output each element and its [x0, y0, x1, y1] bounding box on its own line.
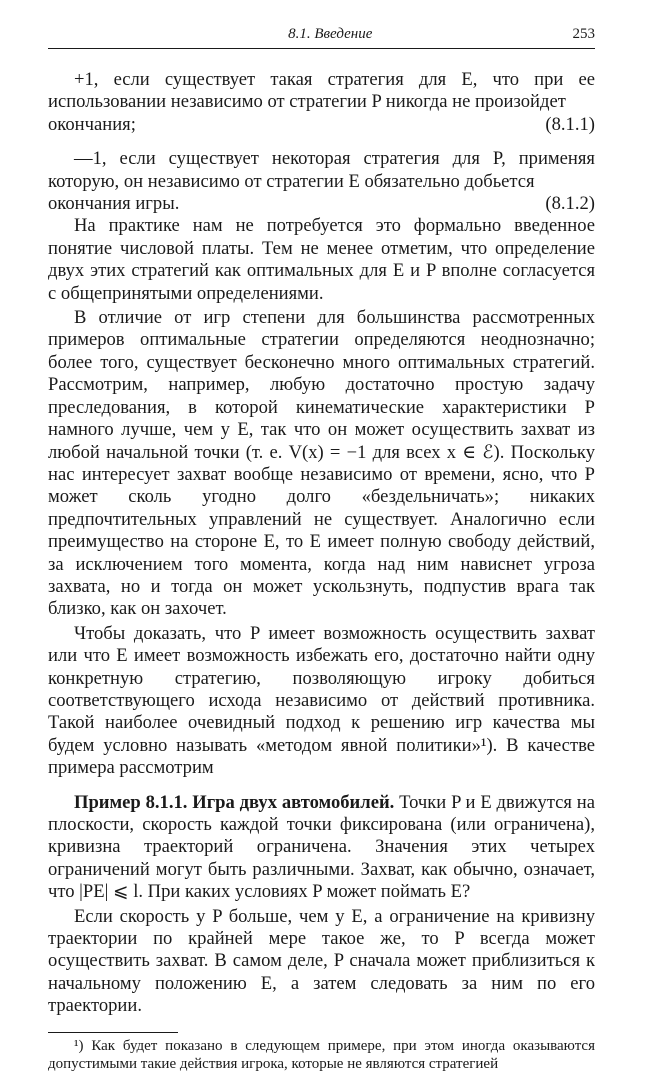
- paragraph-text: —1, если существует некоторая стратегия для P, применяя которую, он независимо от стратегии E обязательно добьется: [48, 148, 595, 192]
- equation-line-2: [48, 193, 595, 215]
- paragraph-end: окончания;: [48, 113, 136, 135]
- paragraph-text: +1, если существует такая стратегия для E, что при ее использовании независимо от стратегии P никогда не произойдет: [48, 69, 595, 113]
- footnote-divider: [48, 1032, 178, 1033]
- paragraph: Чтобы доказать, что P имеет возможность осуществить захват или что E имеет возможность избежать его, достаточно найти одну конкретную стратегию, позволяющую игроку добиться соответствующего исхода независимо от действий противника. Такой наиболее очевидный подход к решению игр качества мы будем условно называть «методом явной политики»¹). В качестве примера рассмотрим: [48, 622, 595, 779]
- footnote: ¹) Как будет показано в следующем примере, при этом иногда оказываются допустимыми такие действия игрока, которые не являются стратегией: [48, 1037, 595, 1072]
- page-number: 253: [572, 26, 595, 42]
- paragraph: В отличие от игр степени для большинства рассмотренных примеров оптимальные стратегии определяются неоднозначно; более того, существует бесконечно много оптимальных стратегий. Рассмотрим, например, любую достаточно простую задачу преследования, в которой кинематические характеристики P намного лучше, чем у E, так что он может осуществить захват из любой начальной точки (т. е. V(x) = −1 для всех x ∈ ℰ). Поскольку нас интересует захват вообще независимо от времени, ясно, что P может сколь угодно долго «бездельничать»; никаких предпочтительных управлений не существует. Аналогично если преимущество на стороне E, то E имеет полную свободу действий, за исключением того момента, когда над ним нависнет угроза захвата, но и тогда он может ускользнуть, подпустив врага так близко, как он захочет.: [48, 307, 595, 620]
- page-body: [48, 69, 595, 1073]
- paragraph: На практике нам не потребуется это формально введенное понятие числовой платы. Тем не менее отметим, что определение двух этих стратегий как оптимальных для E и P вполне согласуется с общепринятыми определениями.: [48, 215, 595, 304]
- paragraph-plus-one: [48, 69, 595, 114]
- paragraph-end: окончания игры.: [48, 193, 180, 215]
- section-title: 8.1. Введение: [288, 26, 373, 42]
- paragraph: Если скорость у P больше, чем у E, а ограничение на кривизну траектории по крайней мере такое же, то P всегда может осуществить захват. В самом деле, P сначала может приблизиться к начальному положению E, а затем следовать за ним по его траектории.: [48, 905, 595, 1017]
- running-header: [48, 26, 595, 49]
- paragraph-minus-one: [48, 148, 595, 193]
- equation-number: (8.1.2): [545, 193, 595, 215]
- example-text: Точки P и E движутся на плоскости, скорость каждой точки фиксирована (или ограничена), кривизна траекторий ограничена. Значения этих четырех ограничений могут быть различными. Захват, как обычно, означает, что |PE| ⩽ l. При каких условиях P может поймать E?: [48, 791, 596, 903]
- equation-line-1: [48, 114, 595, 136]
- equation-number: (8.1.1): [545, 113, 595, 135]
- example-title: Пример 8.1.1. Игра двух автомобилей.: [74, 791, 395, 813]
- example-paragraph: [48, 792, 595, 904]
